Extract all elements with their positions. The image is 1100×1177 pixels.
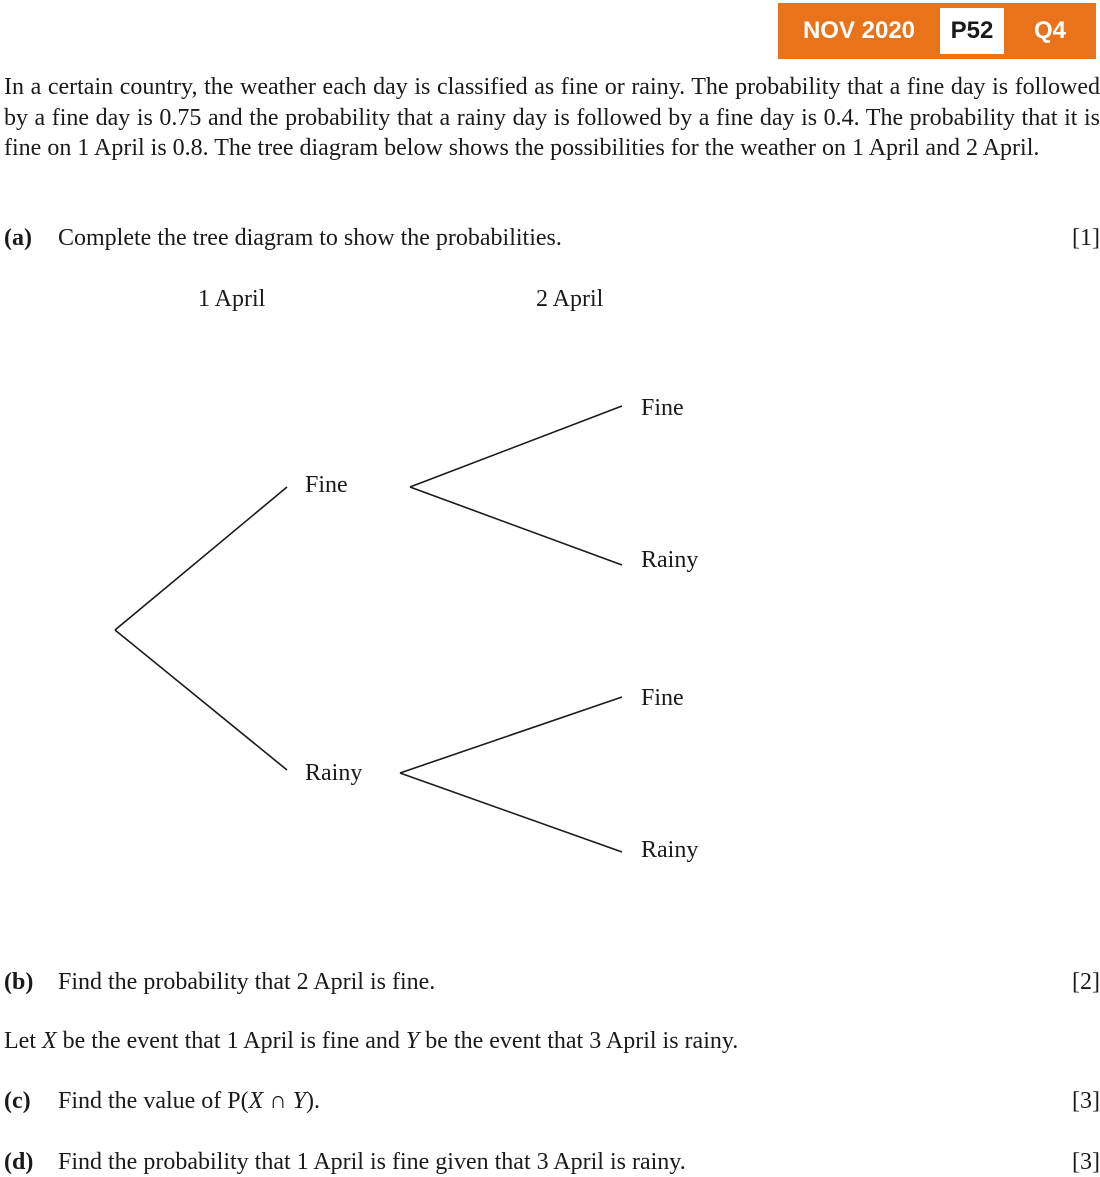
part-a-marks: [1] bbox=[1072, 225, 1100, 251]
definition-mid: be the event that 1 April is fine and bbox=[56, 1028, 406, 1054]
part-c-text-post: ). bbox=[306, 1088, 321, 1114]
node-fine-rainy: Rainy bbox=[641, 547, 699, 573]
part-d-marks: [3] bbox=[1072, 1149, 1100, 1175]
node-rainy-rainy: Rainy bbox=[641, 837, 699, 863]
day2-heading: 2 April bbox=[536, 286, 604, 312]
exam-session: NOV 2020 bbox=[802, 17, 916, 44]
variable-y: Y bbox=[405, 1028, 420, 1054]
part-c bbox=[4, 1086, 1100, 1116]
part-a-text: Complete the tree diagram to show the probabilities. bbox=[58, 225, 562, 251]
branch-fine-rainy bbox=[410, 487, 622, 565]
branch-rainy-fine bbox=[400, 697, 622, 773]
part-b-marks: [2] bbox=[1072, 969, 1100, 995]
branch-fine-fine bbox=[410, 406, 622, 487]
intersection-symbol: ∩ bbox=[263, 1088, 293, 1114]
part-b-text: Find the probability that 2 April is fine. bbox=[58, 969, 436, 995]
paper-code: P52 bbox=[940, 8, 1004, 54]
branch-day1-fine bbox=[115, 487, 287, 630]
variable-x: X bbox=[41, 1028, 57, 1054]
definition-post: be the event that 3 April is rainy. bbox=[419, 1028, 739, 1054]
part-d bbox=[4, 1147, 1100, 1177]
node-fine-fine: Fine bbox=[641, 395, 684, 421]
node-day1-rainy: Rainy bbox=[305, 760, 363, 786]
question-number: Q4 bbox=[1033, 17, 1066, 44]
branch-day1-rainy bbox=[115, 630, 287, 770]
event-definition bbox=[4, 1026, 738, 1056]
part-b-label: (b) bbox=[4, 969, 34, 995]
part-d-label: (d) bbox=[4, 1149, 34, 1175]
part-a-label: (a) bbox=[4, 225, 32, 251]
part-c-text-pre: Find the value of P( bbox=[58, 1088, 249, 1114]
part-b bbox=[4, 967, 1100, 997]
part-c-variable-x: X bbox=[248, 1088, 264, 1114]
day1-heading: 1 April bbox=[198, 286, 266, 312]
node-rainy-fine: Fine bbox=[641, 685, 684, 711]
branch-rainy-rainy bbox=[400, 773, 622, 852]
part-c-marks: [3] bbox=[1072, 1088, 1100, 1114]
question-intro: In a certain country, the weather each day is classified as fine or rainy. The probability that a fine day is followed by a fine day is 0.75 and the probability that a rainy day is followed by a fine day is 0.4. The probability that it is fine on 1 April is 0.8. The tree diagram below shows the possibilities for the weather on 1 April and 2 April. bbox=[4, 74, 1100, 161]
part-c-variable-y: Y bbox=[292, 1088, 307, 1114]
part-c-label: (c) bbox=[4, 1088, 31, 1114]
part-d-text: Find the probability that 1 April is fine given that 3 April is rainy. bbox=[58, 1149, 686, 1175]
definition-pre: Let bbox=[4, 1028, 42, 1054]
node-day1-fine: Fine bbox=[305, 472, 348, 498]
